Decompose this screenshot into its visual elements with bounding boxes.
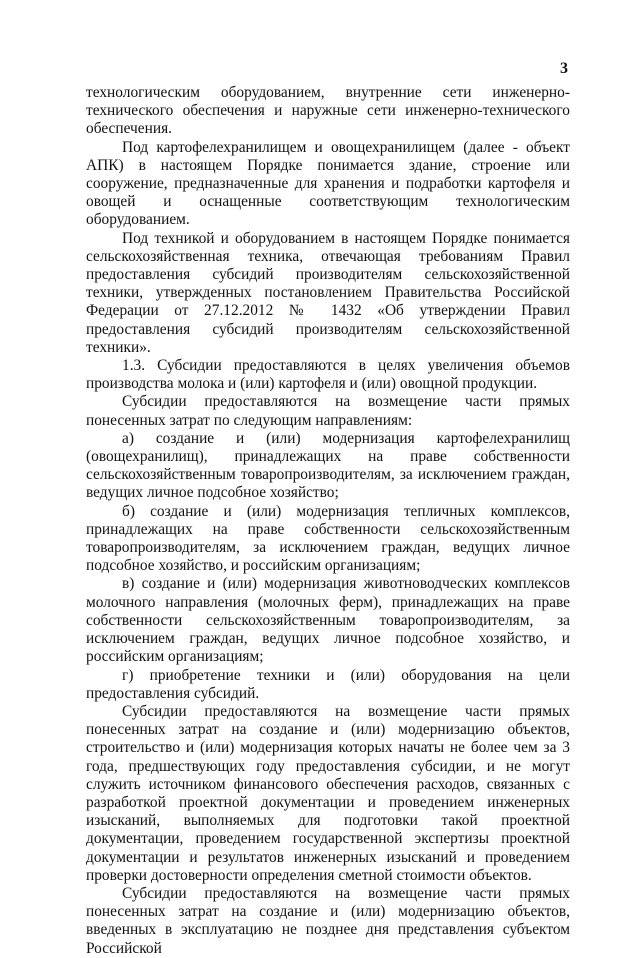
paragraph-1: технологическим оборудованием, внутренние сети инженерно-технического обеспечения и наружные сети инженерно-технического обеспечения. <box>86 84 570 138</box>
list-item-g: г) приобретение техники и (или) оборудования на цели предоставления субсидий. <box>86 666 570 702</box>
list-item-b: б) создание и (или) модернизация тепличных комплексов, принадлежащих на праве собственности сельскохозяйственным товаропроизводителям, за исключением граждан, ведущих личное подсобное хозяйство, и российским организациям; <box>86 502 570 575</box>
list-item-v: в) создание и (или) модернизация животноводческих комплексов молочного направления (молочных ферм), принадлежащих на праве собственности сельскохозяйственным товаропроизводителям, за исключением граждан, ведущих личное подсобное хозяйство, и российским организациям; <box>86 575 570 666</box>
paragraph-10: Субсидии предоставляются на возмещение части прямых понесенных затрат на создание и (или) модернизацию объектов, строительство и (или) модернизация которых начаты не более чем за 3 года, предшествующих году предоставления субсидии, и не могут служить источником финансового обеспечения расходов, связанных с разработкой проектной документации и проведением инженерных изысканий, выполняемых для подготовки такой проектной документации, проведением государственной экспертизы проектной документации и результатов инженерных изысканий и проведением проверки достоверности определения сметной стоимости объектов. <box>86 702 570 884</box>
page-number: 3 <box>560 60 568 77</box>
paragraph-2: Под картофелехранилищем и овощехранилищем (далее - объект АПК) в настоящем Порядке понимается здание, строение или сооружение, предназначенные для хранения и подработки картофеля и овощей и оснащенные соответствующим технологическим оборудованием. <box>86 138 570 229</box>
paragraph-5: Субсидии предоставляются на возмещение части прямых понесенных затрат по следующим направлениям: <box>86 393 570 429</box>
list-item-a: а) создание и (или) модернизация картофелехранилищ (овощехранилищ), принадлежащих на праве собственности сельскохозяйственным товаропроизводителям, за исключением граждан, ведущих личное подсобное хозяйство; <box>86 429 570 502</box>
paragraph-11: Субсидии предоставляются на возмещение части прямых понесенных затрат на создание и (или) модернизацию объектов, введенных в эксплуатацию не позднее дня представления субъектом Российской <box>86 884 570 957</box>
paragraph-3: Под техникой и оборудованием в настоящем Порядке понимается сельскохозяйственная техника, отвечающая требованиям Правил предоставления субсидий производителям сельскохозяйственной техники, утвержденных постановлением Правительства Российской Федерации от 27.12.2012 № 1432 «Об утверждении Правил предоставления субсидий производителям сельскохозяйственной техники». <box>86 229 570 356</box>
document-body <box>86 84 570 958</box>
paragraph-4: 1.3. Субсидии предоставляются в целях увеличения объемов производства молока и (или) картофеля и (или) овощной продукции. <box>86 357 570 393</box>
